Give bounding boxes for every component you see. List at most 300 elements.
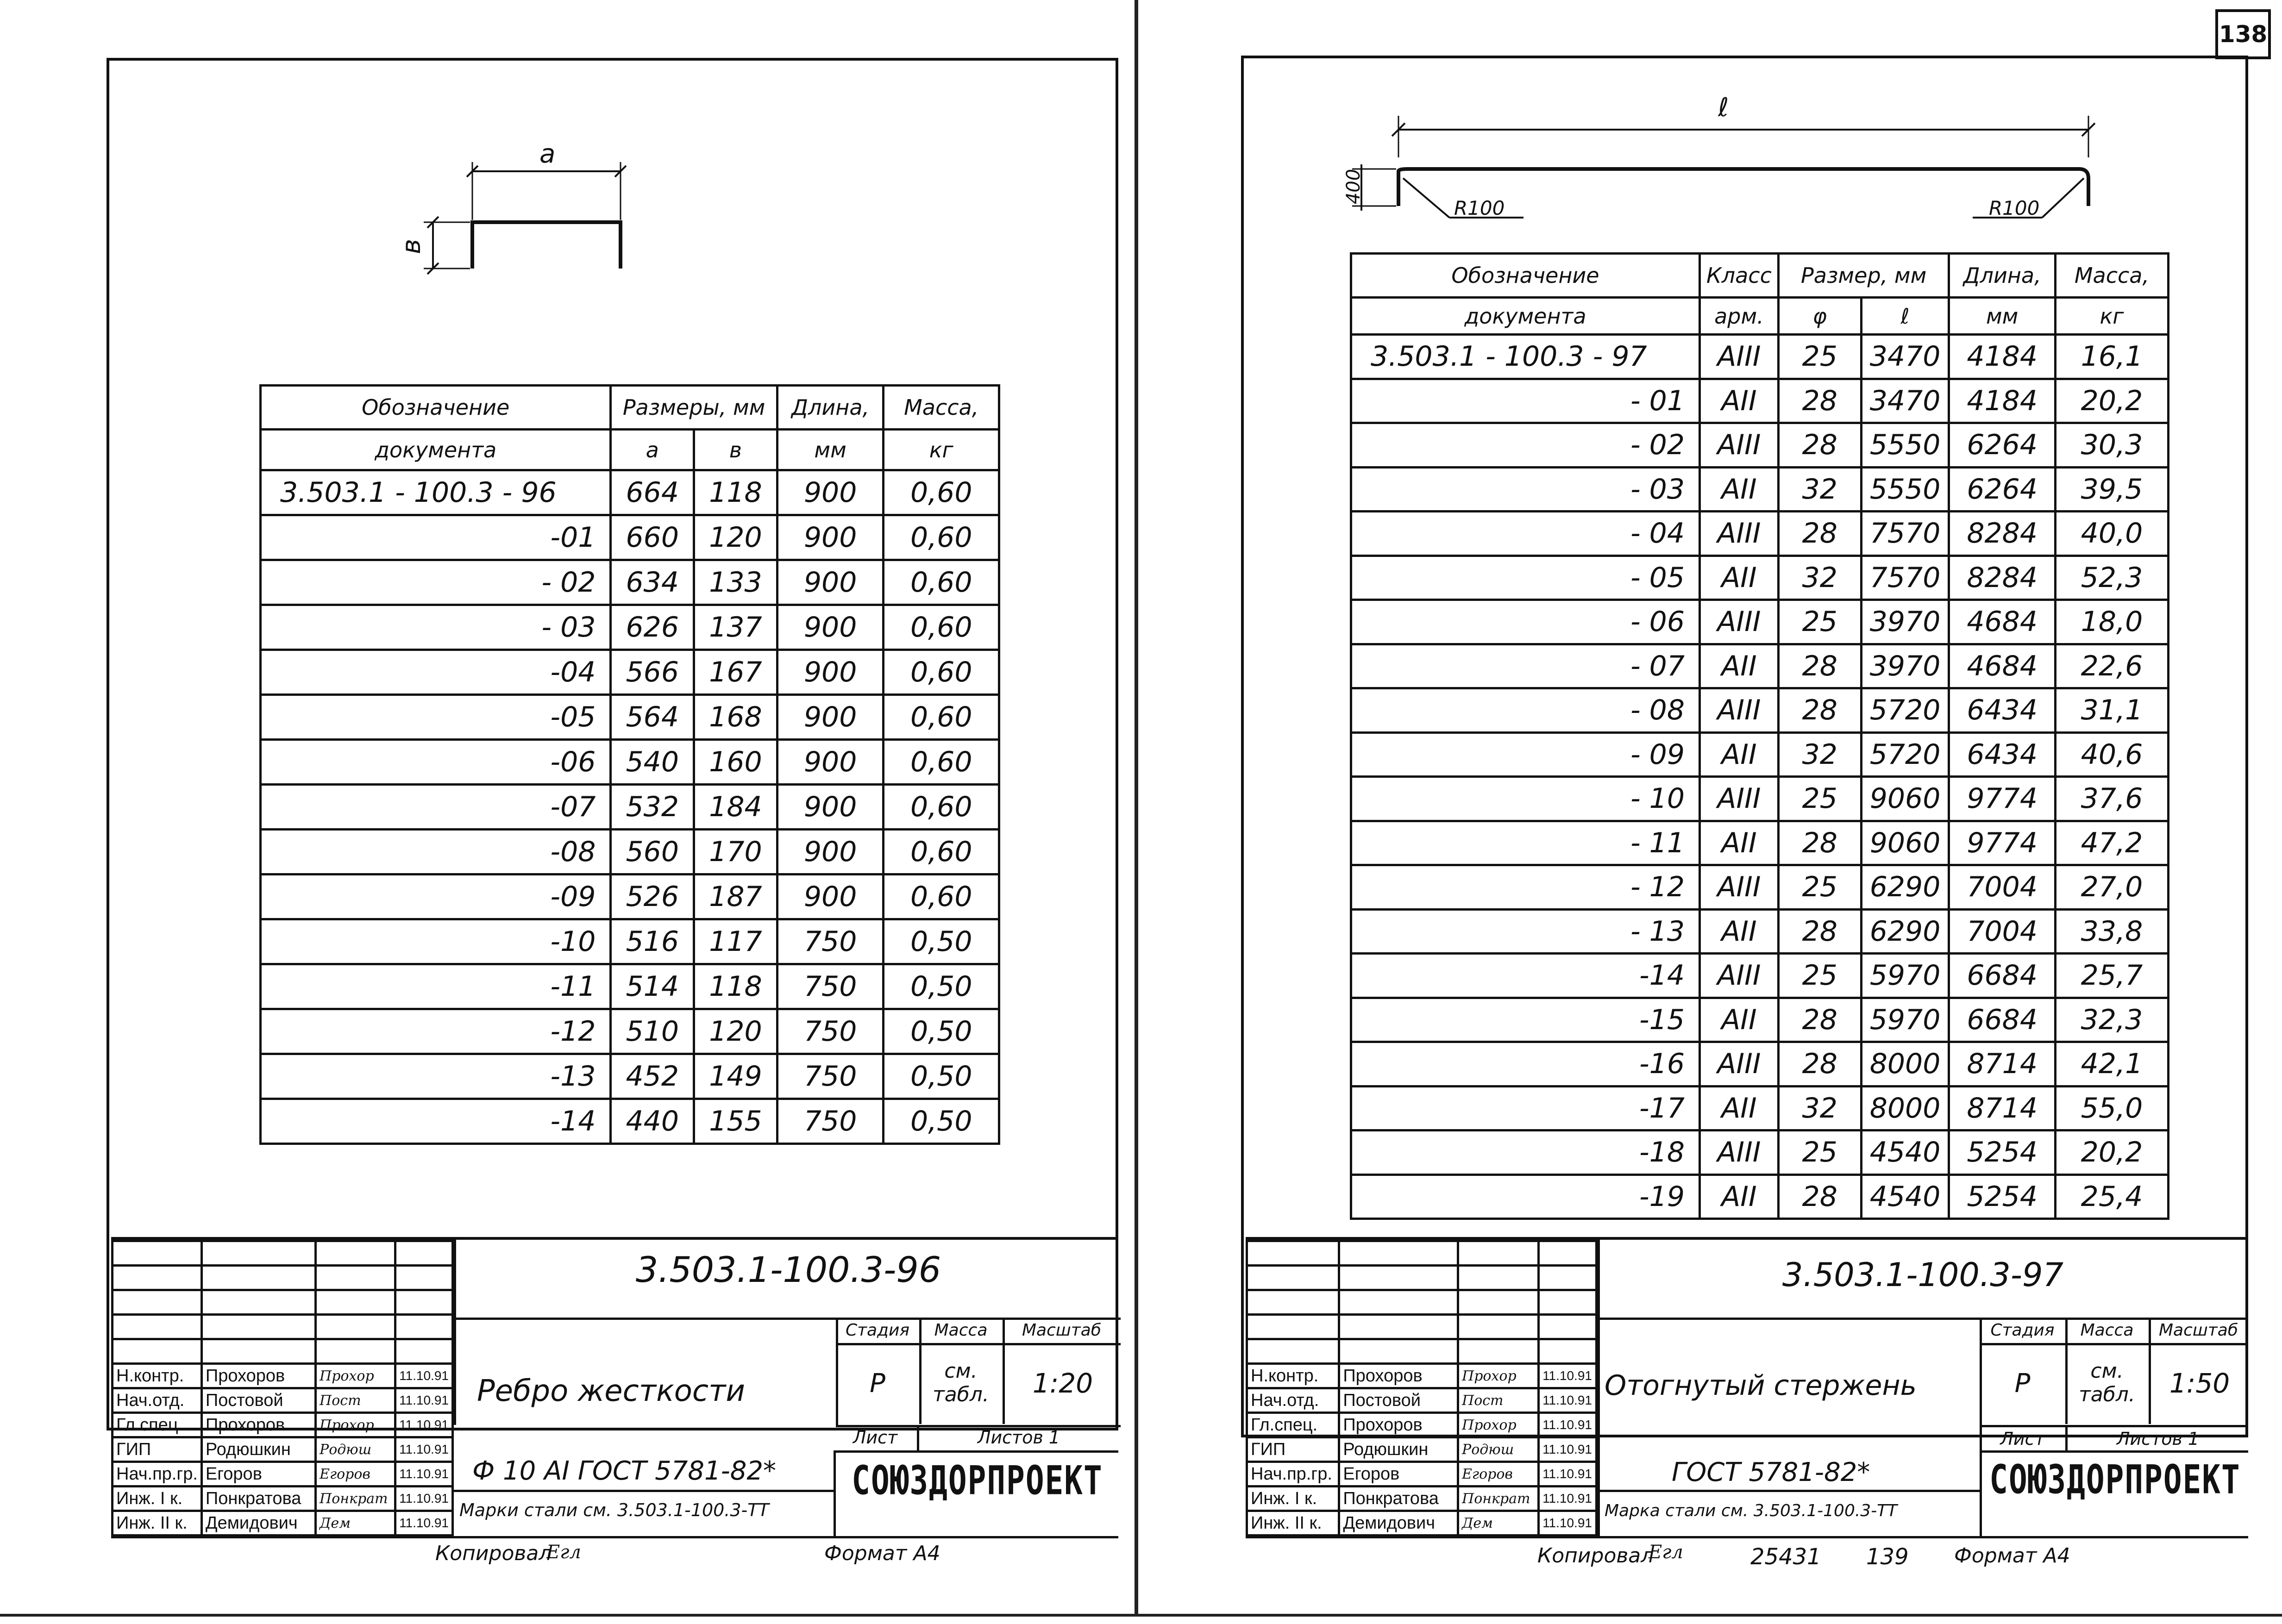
value-cell: 4540 xyxy=(1861,1174,1949,1219)
staff-signature: Пост xyxy=(316,1388,395,1413)
value-cell: 8000 xyxy=(1861,1042,1949,1087)
right-copy-sheet: 139 xyxy=(1866,1544,1909,1570)
dim-l-label: ℓ xyxy=(1718,93,1729,123)
value-cell: 31,1 xyxy=(2055,688,2168,733)
staff-role: ГИП xyxy=(113,1437,202,1462)
mass-value: см. табл. xyxy=(2079,1359,2135,1406)
staff-signature: Прохор xyxy=(1458,1364,1539,1388)
value-cell: 133 xyxy=(694,560,777,605)
value-cell: 4540 xyxy=(1861,1131,1949,1175)
right-format: Формат А4 xyxy=(1954,1544,2070,1568)
right-table-body xyxy=(1351,335,2169,1219)
designation-cell: - 03 xyxy=(1351,467,1700,512)
left-copied: Копировал xyxy=(435,1542,552,1565)
value-cell: 20,2 xyxy=(2055,379,2168,423)
value-cell: 4184 xyxy=(1949,379,2055,423)
left-titleblock-main xyxy=(454,1240,1118,1425)
value-cell: 566 xyxy=(611,650,694,695)
staff-role: Нач.отд. xyxy=(113,1388,202,1413)
table-row xyxy=(1351,512,2169,556)
staff-signature: Прохор xyxy=(316,1364,395,1388)
value-cell: 28 xyxy=(1778,998,1861,1042)
value-cell: 28 xyxy=(1778,644,1861,688)
titleblock-blank-row xyxy=(1247,1266,1597,1290)
staff-name: Родюшкин xyxy=(1339,1437,1458,1462)
table-row xyxy=(1351,1131,2169,1175)
value-cell: 900 xyxy=(777,560,884,605)
value-cell: 440 xyxy=(611,1099,694,1144)
staff-row xyxy=(1247,1388,1597,1413)
left-doc-code: 3.503.1-100.3-96 xyxy=(635,1249,941,1290)
table-row xyxy=(261,919,999,964)
designation-cell: -09 xyxy=(261,874,611,919)
value-cell: 32 xyxy=(1778,556,1861,600)
table-row xyxy=(261,650,999,695)
staff-role: Инж. I к. xyxy=(113,1487,202,1511)
value-cell: 5254 xyxy=(1949,1174,2055,1219)
value-cell: 4684 xyxy=(1949,644,2055,688)
value-cell: 540 xyxy=(611,740,694,785)
value-cell: 27,0 xyxy=(2055,865,2168,910)
value-cell: 3470 xyxy=(1861,335,1949,379)
value-cell: 750 xyxy=(777,1054,884,1099)
designation-cell: - 08 xyxy=(1351,688,1700,733)
value-cell: 6264 xyxy=(1949,467,2055,512)
value-cell: 167 xyxy=(694,650,777,695)
value-cell: 8000 xyxy=(1861,1086,1949,1131)
value-cell: 32,3 xyxy=(2055,998,2168,1042)
value-cell: 9060 xyxy=(1861,821,1949,865)
value-cell: 7570 xyxy=(1861,512,1949,556)
designation-cell: -07 xyxy=(261,785,611,830)
value-cell: 25 xyxy=(1778,335,1861,379)
left-sheet-box xyxy=(834,1425,1118,1453)
right-part-name: Отогнутый стержень xyxy=(1605,1369,1917,1402)
value-cell: 3970 xyxy=(1861,600,1949,644)
value-cell: 5254 xyxy=(1949,1131,2055,1175)
titleblock-blank-row xyxy=(1247,1339,1597,1364)
designation-cell: - 13 xyxy=(1351,909,1700,954)
right-copy-number: 25431 xyxy=(1750,1544,1821,1570)
table-row xyxy=(261,470,999,515)
value-cell: AII xyxy=(1700,556,1779,600)
value-cell: 25 xyxy=(1778,865,1861,910)
header-designation: Обозначение xyxy=(261,386,611,430)
staff-name: Демидович xyxy=(201,1511,315,1536)
designation-cell: -06 xyxy=(261,740,611,785)
header-designation: Обозначение xyxy=(1351,254,1700,298)
left-org xyxy=(837,1457,1117,1504)
sheets-label: Листов 1 xyxy=(977,1427,1060,1448)
value-cell: 900 xyxy=(777,874,884,919)
designation-cell: - 10 xyxy=(1351,777,1700,821)
designation-cell: -01 xyxy=(261,515,611,560)
staff-name: Демидович xyxy=(1339,1511,1458,1536)
staff-date: 11.10.91 xyxy=(1539,1364,1597,1388)
value-cell: 32 xyxy=(1778,1086,1861,1131)
designation-cell: - 01 xyxy=(1351,379,1700,423)
staff-name: Егоров xyxy=(201,1462,315,1487)
value-cell: 28 xyxy=(1778,512,1861,556)
staff-row xyxy=(1247,1364,1597,1388)
right-doc-code: 3.503.1-100.3-97 xyxy=(1782,1256,2064,1294)
value-cell: 634 xyxy=(611,560,694,605)
staff-role: Инж. II к. xyxy=(1247,1511,1339,1536)
value-cell: 6264 xyxy=(1949,423,2055,468)
value-cell: AII xyxy=(1700,1086,1779,1131)
value-cell: 3470 xyxy=(1861,379,1949,423)
staff-signature: Пост xyxy=(1458,1388,1539,1413)
header-l: ℓ xyxy=(1861,298,1949,335)
table-row xyxy=(1351,1086,2169,1131)
staff-role: Гл.спец. xyxy=(113,1413,202,1437)
staff-row xyxy=(113,1511,453,1536)
right-copied: Копировал xyxy=(1537,1544,1654,1568)
value-cell: 6290 xyxy=(1861,909,1949,954)
designation-cell: -12 xyxy=(261,1009,611,1054)
value-cell: 118 xyxy=(694,964,777,1009)
value-cell: 516 xyxy=(611,919,694,964)
staff-name: Прохоров xyxy=(201,1364,315,1388)
value-cell: 900 xyxy=(777,470,884,515)
table-row xyxy=(261,785,999,830)
left-spec-table xyxy=(259,384,1000,1145)
left-table-body xyxy=(261,470,999,1144)
value-cell: 28 xyxy=(1778,379,1861,423)
value-cell: 42,1 xyxy=(2055,1042,2168,1087)
value-cell: 55,0 xyxy=(2055,1086,2168,1131)
stage-label: Стадия xyxy=(1980,1318,2068,1345)
value-cell: 660 xyxy=(611,515,694,560)
designation-cell: - 09 xyxy=(1351,732,1700,777)
staff-signature: Понкрат xyxy=(316,1487,395,1511)
value-cell: 564 xyxy=(611,695,694,740)
staff-role: Гл.спец. xyxy=(1247,1413,1339,1437)
value-cell: 6434 xyxy=(1949,688,2055,733)
value-cell: 0,60 xyxy=(884,605,999,650)
value-cell: 28 xyxy=(1778,1042,1861,1087)
value-cell: AIII xyxy=(1700,777,1779,821)
right-sheet-box xyxy=(1980,1427,2248,1453)
staff-date: 11.10.91 xyxy=(1539,1487,1597,1511)
header-mass: Масса, xyxy=(2055,254,2168,298)
table-row xyxy=(261,830,999,874)
table-row xyxy=(1351,688,2169,733)
value-cell: AIII xyxy=(1700,865,1779,910)
scale-label: Масштаб xyxy=(2149,1318,2248,1345)
table-row xyxy=(1351,954,2169,998)
table-row xyxy=(1351,821,2169,865)
titleblock-blank-row xyxy=(113,1339,453,1364)
value-cell: 8284 xyxy=(1949,556,2055,600)
staff-date: 11.10.91 xyxy=(1539,1388,1597,1413)
value-cell: 5720 xyxy=(1861,732,1949,777)
staff-name: Понкратова xyxy=(1339,1487,1458,1511)
table-row xyxy=(261,740,999,785)
staff-signature: Дем xyxy=(1458,1511,1539,1536)
value-cell: 900 xyxy=(777,695,884,740)
table-row xyxy=(1351,1042,2169,1087)
staff-name: Постовой xyxy=(201,1388,315,1413)
value-cell: AIII xyxy=(1700,1042,1779,1087)
designation-cell: -19 xyxy=(1351,1174,1700,1219)
sheet-label: Лист xyxy=(834,1425,919,1450)
right-spec-table xyxy=(1350,252,2169,1220)
staff-date: 11.10.91 xyxy=(395,1487,453,1511)
value-cell: 5550 xyxy=(1861,467,1949,512)
staff-role: Инж. II к. xyxy=(113,1511,202,1536)
value-cell: AII xyxy=(1700,467,1779,512)
table-row xyxy=(1351,777,2169,821)
staff-row xyxy=(113,1388,453,1413)
value-cell: 900 xyxy=(777,605,884,650)
header-designation-2: документа xyxy=(261,430,611,470)
table-row xyxy=(1351,379,2169,423)
value-cell: 20,2 xyxy=(2055,1131,2168,1175)
value-cell: 25 xyxy=(1778,1131,1861,1175)
value-cell: 18,0 xyxy=(2055,600,2168,644)
value-cell: 5550 xyxy=(1861,423,1949,468)
value-cell: 0,50 xyxy=(884,1099,999,1144)
value-cell: 0,50 xyxy=(884,964,999,1009)
staff-signature: Егоров xyxy=(316,1462,395,1487)
table-row xyxy=(261,515,999,560)
table-row xyxy=(1351,600,2169,644)
value-cell: 8714 xyxy=(1949,1042,2055,1087)
staff-date: 11.10.91 xyxy=(395,1437,453,1462)
value-cell: 32 xyxy=(1778,467,1861,512)
scale-value: 1:50 xyxy=(2169,1368,2230,1399)
designation-cell: -14 xyxy=(261,1099,611,1144)
staff-row xyxy=(113,1437,453,1462)
value-cell: 750 xyxy=(777,1009,884,1054)
designation-cell: -10 xyxy=(261,919,611,964)
table-row xyxy=(1351,556,2169,600)
titleblock-blank-row xyxy=(113,1266,453,1290)
value-cell: 6684 xyxy=(1949,998,2055,1042)
value-cell: 28 xyxy=(1778,688,1861,733)
value-cell: 168 xyxy=(694,695,777,740)
value-cell: 184 xyxy=(694,785,777,830)
value-cell: 47,2 xyxy=(2055,821,2168,865)
value-cell: 750 xyxy=(777,964,884,1009)
value-cell: AIII xyxy=(1700,512,1779,556)
value-cell: AII xyxy=(1700,1174,1779,1219)
org-logo-text: СОЮЗДОРПРОЕКТ xyxy=(1989,1456,2241,1503)
value-cell: 664 xyxy=(611,470,694,515)
staff-signature: Прохор xyxy=(316,1413,395,1437)
designation-cell: -16 xyxy=(1351,1042,1700,1087)
value-cell: 8284 xyxy=(1949,512,2055,556)
staff-signature: Родюш xyxy=(1458,1437,1539,1462)
header-length-2: мм xyxy=(1949,298,2055,335)
designation-cell: 3.503.1 - 100.3 - 96 xyxy=(261,470,611,515)
staff-row xyxy=(113,1462,453,1487)
value-cell: 118 xyxy=(694,470,777,515)
value-cell: 25 xyxy=(1778,600,1861,644)
radius-right-label: R100 xyxy=(1989,197,2040,219)
right-material: ГОСТ 5781-82* xyxy=(1672,1457,1870,1487)
staff-date: 11.10.91 xyxy=(395,1462,453,1487)
table-row xyxy=(261,605,999,650)
value-cell: 0,60 xyxy=(884,695,999,740)
value-cell: 30,3 xyxy=(2055,423,2168,468)
table-row xyxy=(261,1054,999,1099)
staff-row xyxy=(1247,1462,1597,1487)
header-length-2: мм xyxy=(777,430,884,470)
value-cell: AIII xyxy=(1700,954,1779,998)
left-part-name: Ребро жесткости xyxy=(477,1374,745,1408)
staff-row xyxy=(1247,1437,1597,1462)
right-steel-note: Марка стали см. 3.503.1-100.3-ТТ xyxy=(1605,1501,1898,1520)
value-cell: 0,60 xyxy=(884,470,999,515)
designation-cell: -14 xyxy=(1351,954,1700,998)
staff-row xyxy=(1247,1487,1597,1511)
value-cell: 3970 xyxy=(1861,644,1949,688)
left-material: Ф 10 АI ГОСТ 5781-82* xyxy=(472,1456,777,1486)
value-cell: AII xyxy=(1700,909,1779,954)
value-cell: AIII xyxy=(1700,688,1779,733)
designation-cell: 3.503.1 - 100.3 - 97 xyxy=(1351,335,1700,379)
value-cell: 6684 xyxy=(1949,954,2055,998)
value-cell: 155 xyxy=(694,1099,777,1144)
titleblock-blank-row xyxy=(113,1315,453,1339)
header-sizes: Размеры, мм xyxy=(611,386,777,430)
designation-cell: - 12 xyxy=(1351,865,1700,910)
left-copied-sign: Егл xyxy=(546,1542,581,1563)
page-number: 138 xyxy=(2215,9,2271,59)
staff-role: Нач.отд. xyxy=(1247,1388,1339,1413)
designation-cell: - 04 xyxy=(1351,512,1700,556)
value-cell: 560 xyxy=(611,830,694,874)
staff-name: Понкратова xyxy=(201,1487,315,1511)
dim-a-label: a xyxy=(539,139,556,169)
dim-b-label: в xyxy=(396,238,427,255)
value-cell: 0,60 xyxy=(884,650,999,695)
value-cell: AII xyxy=(1700,379,1779,423)
value-cell: 7570 xyxy=(1861,556,1949,600)
value-cell: 526 xyxy=(611,874,694,919)
mass-label: Масса xyxy=(2065,1318,2151,1345)
staff-role: ГИП xyxy=(1247,1437,1339,1462)
designation-cell: -13 xyxy=(261,1054,611,1099)
table-row xyxy=(261,1009,999,1054)
staff-name: Постовой xyxy=(1339,1388,1458,1413)
value-cell: 28 xyxy=(1778,1174,1861,1219)
staff-name: Прохоров xyxy=(1339,1364,1458,1388)
titleblock-blank-row xyxy=(113,1290,453,1315)
table-row xyxy=(1351,909,2169,954)
value-cell: 5970 xyxy=(1861,954,1949,998)
staff-role: Н.контр. xyxy=(113,1364,202,1388)
staff-date: 11.10.91 xyxy=(1539,1511,1597,1536)
titleblock-blank-row xyxy=(1247,1241,1597,1266)
header-length: Длина, xyxy=(777,386,884,430)
value-cell: 39,5 xyxy=(2055,467,2168,512)
value-cell: 25,7 xyxy=(2055,954,2168,998)
value-cell: 5720 xyxy=(1861,688,1949,733)
value-cell: 5970 xyxy=(1861,998,1949,1042)
staff-role: Н.контр. xyxy=(1247,1364,1339,1388)
bottom-edge-line xyxy=(0,1614,2282,1617)
value-cell: 900 xyxy=(777,740,884,785)
table-row xyxy=(261,560,999,605)
sheet-label: Лист xyxy=(1980,1427,2068,1450)
header-sizes: Размер, мм xyxy=(1778,254,1949,298)
staff-signature: Понкрат xyxy=(1458,1487,1539,1511)
table-row xyxy=(1351,998,2169,1042)
header-mass-2: кг xyxy=(884,430,999,470)
value-cell: 452 xyxy=(611,1054,694,1099)
value-cell: AII xyxy=(1700,732,1779,777)
value-cell: 37,6 xyxy=(2055,777,2168,821)
designation-cell: - 05 xyxy=(1351,556,1700,600)
table-row xyxy=(1351,423,2169,468)
mass-label: Масса xyxy=(919,1318,1005,1345)
value-cell: 0,60 xyxy=(884,740,999,785)
staff-date: 11.10.91 xyxy=(395,1364,453,1388)
value-cell: 510 xyxy=(611,1009,694,1054)
header-phi: φ xyxy=(1778,298,1861,335)
value-cell: 149 xyxy=(694,1054,777,1099)
table-row xyxy=(1351,467,2169,512)
staff-signature: Дем xyxy=(316,1511,395,1536)
stage-value: Р xyxy=(1980,1343,2068,1424)
value-cell: 170 xyxy=(694,830,777,874)
right-org xyxy=(1982,1456,2248,1503)
staff-row xyxy=(113,1413,453,1437)
designation-cell: - 06 xyxy=(1351,600,1700,644)
value-cell: 117 xyxy=(694,919,777,964)
designation-cell: -15 xyxy=(1351,998,1700,1042)
header-mass: Масса, xyxy=(884,386,999,430)
value-cell: AII xyxy=(1700,821,1779,865)
staff-date: 11.10.91 xyxy=(1539,1437,1597,1462)
value-cell: AII xyxy=(1700,998,1779,1042)
value-cell: 22,6 xyxy=(2055,644,2168,688)
value-cell: 40,6 xyxy=(2055,732,2168,777)
staff-signature: Прохор xyxy=(1458,1413,1539,1437)
value-cell: 120 xyxy=(694,515,777,560)
staff-row xyxy=(113,1487,453,1511)
value-cell: 25,4 xyxy=(2055,1174,2168,1219)
value-cell: 32 xyxy=(1778,732,1861,777)
staff-date: 11.10.91 xyxy=(1539,1413,1597,1437)
titleblock-blank-row xyxy=(1247,1315,1597,1339)
value-cell: 750 xyxy=(777,1099,884,1144)
header-length: Длина, xyxy=(1949,254,2055,298)
designation-cell: - 02 xyxy=(1351,423,1700,468)
value-cell: AIII xyxy=(1700,423,1779,468)
value-cell: 514 xyxy=(611,964,694,1009)
designation-cell: -05 xyxy=(261,695,611,740)
value-cell: 0,60 xyxy=(884,785,999,830)
value-cell: 9060 xyxy=(1861,777,1949,821)
table-row xyxy=(1351,644,2169,688)
titleblock-blank-row xyxy=(1247,1290,1597,1315)
value-cell: 9774 xyxy=(1949,777,2055,821)
value-cell: 40,0 xyxy=(2055,512,2168,556)
header-class: Класс xyxy=(1700,254,1779,298)
value-cell: 28 xyxy=(1778,909,1861,954)
staff-signature: Егоров xyxy=(1458,1462,1539,1487)
right-copied-sign: Егл xyxy=(1649,1542,1683,1563)
value-cell: 25 xyxy=(1778,777,1861,821)
staff-date: 11.10.91 xyxy=(395,1413,453,1437)
table-row xyxy=(261,874,999,919)
value-cell: 532 xyxy=(611,785,694,830)
value-cell: 52,3 xyxy=(2055,556,2168,600)
